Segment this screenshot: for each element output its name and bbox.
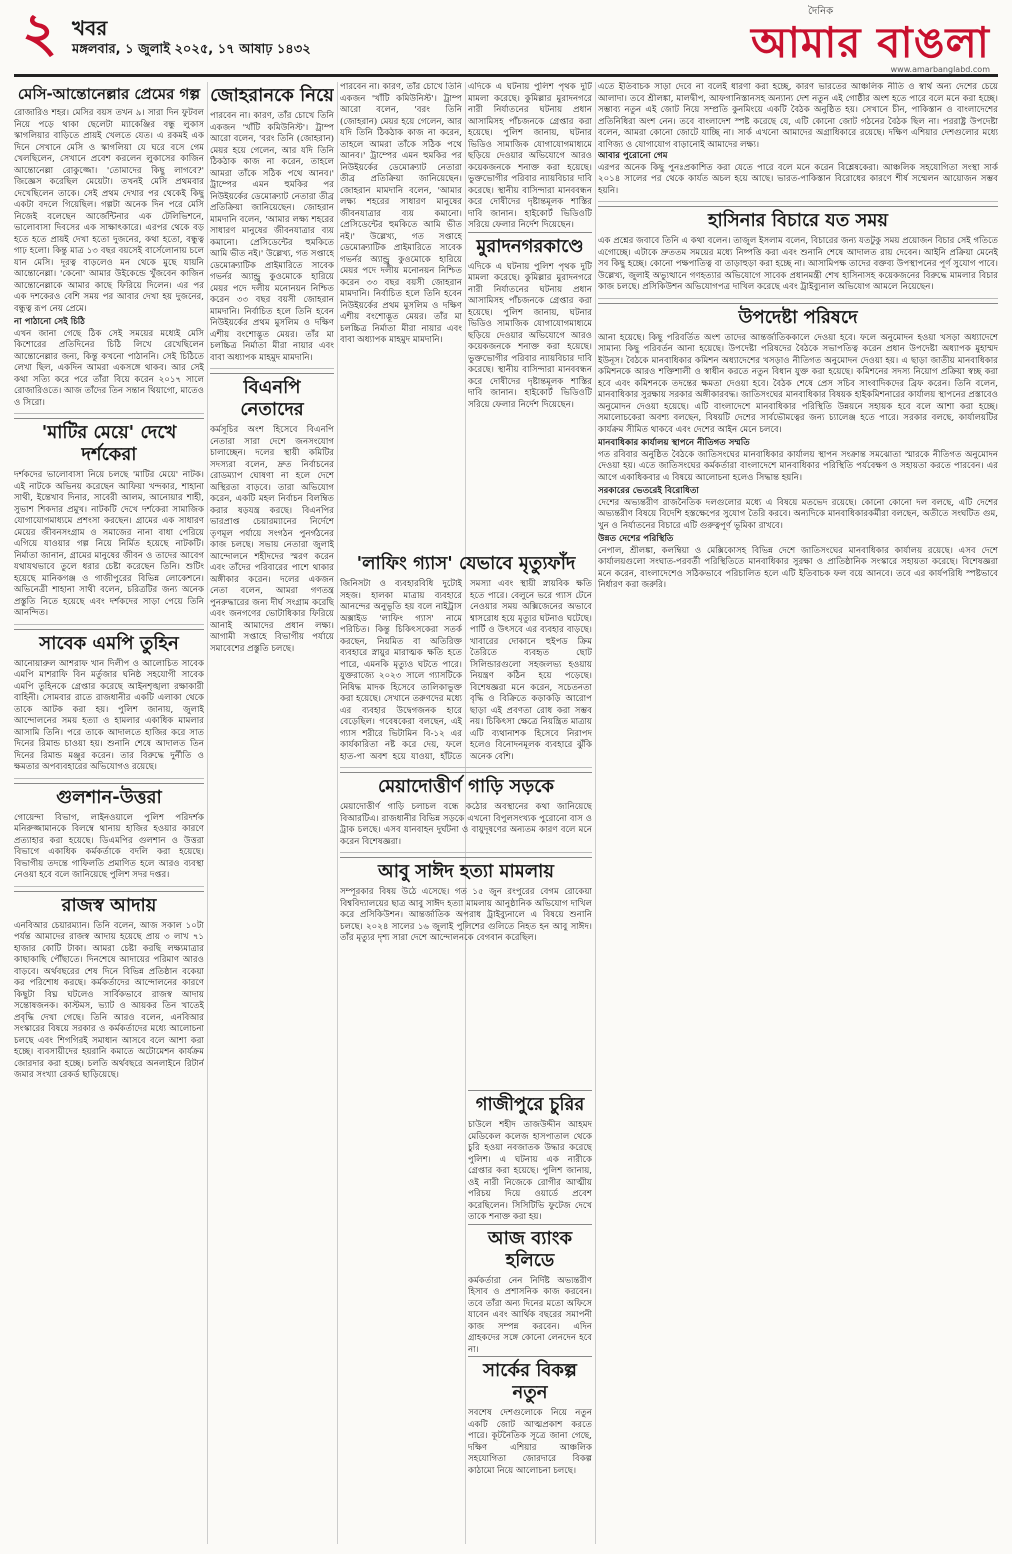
article-meyadottirno [340, 772, 592, 848]
brand-name: আমার বাঙলা [750, 18, 990, 67]
article-body: এদিকে এ ঘটনায় পুলিশ পৃথক দুটি মামলা করেছে। কুমিল্লার মুরাদনগরে নারী নির্যাতনের ঘটনায় প্রধান আসামিসহ পাঁচজনকে গ্রেপ্তার করা হয়েছে। পুলিশ জানায়, ঘটনার ভিডিও সামাজিক যোগাযোগমাধ্যমে ছড়িয়ে দেওয়ার অভিযোগে আরও কয়েকজনকে শনাক্ত করা হয়েছে। ভুক্তভোগীর পরিবার ন্যায়বিচার দাবি করেছে। স্থানীয় বাসিন্দারা মানববন্ধন করে দোষীদের দৃষ্টান্তমূলক শাস্তির দাবি জানান। হাইকোর্ট ভিডিওটি সরিয়ে ফেলার নির্দেশ দিয়েছেন। [468, 82, 592, 230]
dateline: মঙ্গলবার, ১ জুলাই ২০২৫, ১৭ আষাঢ় ১৪৩২ [72, 42, 311, 57]
article-body: আনোয়ারুল আশরাফ খান দিলীপ ও আলোচিত সাবেক এমপি মাশরাফি বিন মর্তুজার ঘনিষ্ঠ সহযোগী সাবেক এমপি তুহিনকে গ্রেপ্তার করেছে আইনশৃঙ্খলা রক্ষাকারী বাহিনী। সোমবার রাতে রাজধানীর একটি এলাকা থেকে তাকে আটক করা হয়। পুলিশ জানায়, জুলাই আন্দোলনের সময় হত্যা ও হামলার একাধিক মামলার আসামি তিনি। পরে তাকে আদালতে হাজির করে সাত দিনের রিমান্ড চাওয়া হয়। শুনানি শেষে আদালত তিন দিনের রিমান্ড মঞ্জুর করেন। তার বিরুদ্ধে দুর্নীতি ও ক্ষমতার অপব্যবহারের অভিযোগও রয়েছে। [14, 658, 204, 772]
column-3-top [340, 82, 462, 542]
article-body: চাউলে শহীদ তাজউদ্দীন আহমদ মেডিকেল কলেজ হাসপাতাল থেকে চুরি হওয়া নবজাতক উদ্ধার করেছে পুলিশ। এ ঘটনায় এক নারীকে গ্রেপ্তার করা হয়েছে। পুলিশ জানায়, ওই নারী নিজেকে রোগীর আত্মীয় পরিচয় দিয়ে ওয়ার্ডে প্রবেশ করেছিলেন। সিসিটিভি ফুটেজ দেখে তাকে শনাক্ত করা হয়। [468, 1120, 592, 1222]
headline-bnp[interactable]: বিএনপি নেতাদের [210, 373, 334, 425]
headline-bank-holiday[interactable]: আজ ব্যাংক হলিডে [468, 1224, 592, 1276]
article-body: সম্পূরকার বিষয় উঠে এসেছে। গত ১৫ জুন রংপুরের বেগম রোকেয়া বিশ্ববিদ্যালয়ের ছাত্র আবু সাঈদ হত্যা মামলায় আনুষ্ঠানিক অভিযোগ দাখিল করে প্রসিকিউশন। আন্তর্জাতিক অপরাধ ট্রাইব্যুনালে এ বিষয়ে শুনানি চলছে। ২০২৪ সালের ১৬ জুলাই পুলিশের গুলিতে নিহত হন আবু সাঈদ। তাঁর মৃত্যুর দৃশ্য সারা দেশে আন্দোলনকে বেগবান করেছিল। [340, 887, 592, 943]
article-body: রোজারিও শহর। মেসির বয়স তখন ৯। সারা দিন ফুটবল নিয়ে পড়ে থাকা ছেলেটা ম্যাকেঞ্জির বন্ধু লুকাস স্কাগলিয়ার বাড়িতে প্রায়ই খেলতে যেত। এ রকমই এক দিনে সেখানে মেসি ও স্কাগলিয়া যে ঘরে বসে গেম খেলছিলেন, সেখানে প্রবেশ করলেন লুকাসের কাজিন আন্তোনেল্লা রোকুজ্জো। 'তোমাদের কিছু লাগবে?' জিজ্ঞেস করেছিল মেয়েটা। তখনই মেসি প্রথমবার দেখেছিলেন তাকে। সেই প্রথম দেখার পর থেকেই কিছু একটা বদলে গিয়েছিল। গল্পটা অনেক দিন পরে মেসি নিজেই বলেছেন আর্জেন্টিনার এক টেলিভিশনে, ভালোবাসা দিবসের এক সাক্ষাৎকারে। এরপর থেকে বড় হতে হতে প্রায়ই দেখা হতো দুজনের, কথা হতো, বন্ধুত্ব গাঢ় হলো। কিন্তু মাত্র ১৩ বছর বয়সেই বার্সেলোনায় চলে যান মেসি। দূরত্ব বাড়লেও মন থেকে মুছে যায়নি আন্তোনেল্লা। 'কেনো' আমার উইকেন্ডে খুঁজবেন কাজিন আন্তোনেল্লাকে আমার কাছে ফিরিয়ে দিলেন। এর পর এক দশকেরও বেশি সময় পর আবার দেখা হয় দুজনের, বন্ধুত্ব রূপ নেয় প্রেমে। [14, 108, 204, 314]
masthead-rule [14, 74, 998, 77]
article-body: এক প্রশ্নের জবাবে তিনি এ কথা বলেন। তাজুল ইসলাম বলেন, বিচারের জন্য যতটুকু সময় প্রয়োজন বিচার সেই গতিতে এগোচ্ছে। এটাকে দ্রুততম সময়ের মধ্যে নিষ্পত্তি করা এবং শুনানি শেষে আদালত রায় দেবেন। আইনি প্রক্রিয়া মেনেই সব কিছু হচ্ছে। কোনো পক্ষপাতিত্ব বা তাড়াহুড়া করা হচ্ছে না। আসামিপক্ষ তাদের বক্তব্য উপস্থাপনের পূর্ণ সুযোগ পাবে। উল্লেখ্য, জুলাই অভ্যুত্থানে গণহত্যার অভিযোগে সাবেক প্রধানমন্ত্রী শেখ হাসিনাসহ কয়েকজনের বিরুদ্ধে মামলার বিচার কাজ চলছে। প্রসিকিউশন অভিযোগপত্র দাখিল করেছে এবং ট্রাইব্যুনাল অভিযোগ আমলে নিয়েছেন। [598, 236, 998, 292]
headline-upodeshta[interactable]: উপদেষ্টা পরিষদে [598, 303, 998, 333]
section-name: খবর [72, 16, 108, 40]
column-2 [210, 82, 334, 1544]
article-hasina [598, 206, 998, 294]
article-messi [14, 82, 204, 409]
headline-hasina[interactable]: হাসিনার বিচারে যত সময় [598, 206, 998, 236]
headline-abu-sayed[interactable]: আবু সাঈদ হত্যা মামলায় [340, 857, 592, 887]
headline-gazipur[interactable]: গাজীপুরে চুরির [468, 1090, 592, 1120]
headline-sarker[interactable]: সার্কের বিকল্প নতুন [468, 1356, 592, 1408]
subhead: না পাঠানো সেই চিঠি [14, 317, 85, 327]
article-body: এতে ইতিবাচক সাড়া দেবে না বলেই ধারণা করা হচ্ছে, কারণ ভারতের আঞ্চলিক নীতি ও স্বার্থ অন্য দেশের চেয়ে আলাদা। তবে শ্রীলঙ্কা, মালদ্বীপ, আফগানিস্তানসহ অন্যান্য দেশ নতুন এই গোষ্ঠীর অংশ হতে পারে বলে মনে করা হচ্ছে। সম্ভাব্য নতুন এই জোট নিয়ে সম্প্রতি কুনমিংয়ে একটি বৈঠক অনুষ্ঠিত হয়। সেখানে চীন, পাকিস্তান ও বাংলাদেশের প্রতিনিধিরা অংশ নেন। তবে বাংলাদেশ স্পষ্ট করেছে যে, এটি কোনো জোট গঠনের বৈঠক ছিল না। পররাষ্ট্র উপদেষ্টা বলেন, আমরা কোনো জোটে যাচ্ছি না। সার্ক এখনো আমাদের অগ্রাধিকারে রয়েছে। দক্ষিণ এশিয়ার দেশগুলোর মধ্যে বাণিজ্য ও যোগাযোগ বাড়ানোই আমাদের লক্ষ্য। [598, 82, 998, 150]
brand-tag: দৈনিক [808, 6, 834, 17]
column-5 [598, 82, 998, 1544]
article-bnp [210, 373, 334, 655]
headline-zohran[interactable]: জোহরানকে নিয়ে [210, 85, 334, 106]
article-rajoswo [14, 891, 204, 1082]
article-body: মেয়াদোত্তীর্ণ গাড়ি চলাচল বন্ধে কঠোর অবস্থানের কথা জানিয়েছে বিআরটিএ। রাজধানীর বিভিন্ন সড়কে এখনো বিপুলসংখ্যক পুরোনো বাস ও ট্রাক চলছে। এসব যানবাহন দুর্ঘটনা ও বায়ুদূষণের অন্যতম কারণ বলে মনে করেন বিশেষজ্ঞরা। [340, 802, 592, 847]
article-gulshan [14, 783, 204, 882]
headline-meyadottirno[interactable]: মেয়াদোত্তীর্ণ গাড়ি সড়কে [340, 772, 592, 802]
headline-gulshan[interactable]: গুলশান-উত্তরা [14, 783, 204, 813]
subhead: সরকারের ভেতরেই বিরোধিতা [598, 486, 699, 496]
headline-rajoswo[interactable]: রাজস্ব আদায় [14, 891, 204, 921]
article-body: সবশেষ দেশগুলোকে নিয়ে নতুন একটি জোট আত্মপ্রকাশ করতে পারে। কূটনৈতিক সূত্রে জানা গেছে, দক্ষিণ এশিয়ার আঞ্চলিক সহযোগিতা জোরদারে বিকল্প কাঠামো নিয়ে আলোচনা চলছে। [468, 1408, 592, 1476]
column-divider [207, 82, 208, 1544]
subhead: আবার পুরোনো গেম [598, 151, 668, 161]
article-matir-meye [14, 418, 204, 620]
article-upodeshta [598, 303, 998, 592]
article-laughing-gas [340, 550, 592, 763]
column-4-top [468, 82, 592, 542]
article-body: এখন জানা গেছে ঠিক সেই সময়ের মধ্যেই মেসি কিশোরের প্রতিদিনের চিঠি লিখে রেখেছিলেন আন্তোনেল্লার জন্য, কিন্তু কখনো পাঠাননি। সেই চিঠিতে লেখা ছিল, একদিন আমরা একসঙ্গে থাকব। আর সেই কথা সত্যি করে পরে তাঁরা বিয়ে করেন ২০১৭ সালে রোজারিওতে। আজ তাঁদের তিন সন্তান থিয়াগো, মাতেও ও সিরো। [14, 328, 204, 408]
headline-tuhin[interactable]: সাবেক এমপি তুহিন [14, 629, 204, 659]
brand-url[interactable]: www.amarbanglabd.com [890, 65, 990, 74]
subhead: উন্নত দেশের পরিস্থিতি [598, 534, 674, 544]
article-body: দেশের অভ্যন্তরীণ রাজনৈতিক দলগুলোর মধ্যে এ বিষয়ে মতভেদ রয়েছে। কোনো কোনো দল বলছে, এটি দেশের অভ্যন্তরীণ বিষয়ে বিদেশি হস্তক্ষেপের সুযোগ তৈরি করবে। অন্যদিকে মানবাধিকারকর্মীরা বলছেন, অতীতে সংঘটিত গুম, খুন ও নির্যাতনের বিচারে এটি গুরুত্বপূর্ণ ভূমিকা রাখবে। [598, 497, 998, 531]
headline-matir-meye[interactable]: 'মাটির মেয়ে' দেখে দর্শকেরা [14, 418, 204, 470]
article-body: গত রবিবার অনুষ্ঠিত বৈঠকে জাতিসংঘের মানবাধিকার কার্যালয় স্থাপন সংক্রান্ত সমঝোতা স্মারকে নীতিগত অনুমোদন দেওয়া হয়। এতে জাতিসংঘের কর্মকর্তারা বাংলাদেশে মানবাধিকার পরিস্থিতি পর্যবেক্ষণ ও সহায়তা করতে পারবেন। এর আগে একাধিকবার এ বিষয়ে আলোচনা হলেও সিদ্ধান্ত হয়নি। [598, 449, 998, 483]
column-divider [595, 82, 596, 1544]
article-body: এদিকে এ ঘটনায় পুলিশ পৃথক দুটি মামলা করেছে। কুমিল্লার মুরাদনগরে নারী নির্যাতনের ঘটনায় প্রধান আসামিসহ পাঁচজনকে গ্রেপ্তার করা হয়েছে। পুলিশ জানায়, ঘটনার ভিডিও সামাজিক যোগাযোগমাধ্যমে ছড়িয়ে দেওয়ার অভিযোগে আরও কয়েকজনকে শনাক্ত করা হয়েছে। ভুক্তভোগীর পরিবার ন্যায়বিচার দাবি করেছে। স্থানীয় বাসিন্দারা মানববন্ধন করে দোষীদের দৃষ্টান্তমূলক শাস্তির দাবি জানান। হাইকোর্ট ভিডিওটি সরিয়ে ফেলার নির্দেশ দিয়েছেন। [468, 261, 592, 410]
article-body: পারবেন না। কারণ, তাঁর চোখে তিনি একজন 'খাঁটি কমিউনিস্ট'। ট্রাম্প আরো বলেন, 'বরং তিনি (জোহরান) মেয়র হয়ে গেলেন, আর যদি তিনি ঠিকঠাক কাজ না করেন, তাহলে আমরা তাঁকে সঠিক পথে আনব।' ট্রাম্পের এমন হুমকির পর নিউইয়র্কের ডেমোক্র্যাট নেতারা তীব্র প্রতিক্রিয়া জানিয়েছেন। জোহরান মামদানি বলেন, 'আমার লক্ষ্য শহরের সাধারণ মানুষের জীবনযাত্রার ব্যয় কমানো। প্রেসিডেন্টের হুমকিতে আমি ভীত নই।' উল্লেখ্য, গত সপ্তাহে ডেমোক্র্যাটিক প্রাইমারিতে সাবেক গভর্নর অ্যান্ড্রু কুওমোকে হারিয়ে মেয়র পদে দলীয় মনোনয়ন নিশ্চিত করেন ৩৩ বছর বয়সী জোহরান মামদানি। নির্বাচিত হলে তিনি হবেন নিউইয়র্কের প্রথম মুসলিম ও দক্ষিণ এশীয় বংশোদ্ভূত মেয়র। তাঁর মা চলচ্চিত্র নির্মাতা মীরা নায়ার এবং বাবা অধ্যাপক মাহমুদ মামদানি। [210, 111, 334, 363]
column-1 [14, 82, 204, 1544]
headline-laughing-gas[interactable]: 'লাফিং গ্যাস' যেভাবে মৃত্যুফাঁদ [356, 553, 576, 574]
article-body: কর্মকর্তারা নেন নির্দিষ্ট অভ্যন্তরীণ হিসাব ও প্রশাসনিক কাজ করবেন। তবে তাঁরা অন্য দিনের মতো অফিসে যাবেন এবং আর্থিক বছরের সমাপনী কাজ সম্পন্ন করবেন। এদিন গ্রাহকদের সঙ্গে কোনো লেনদেন হবে না। [468, 1275, 592, 1355]
article-body: এরপর অনেক কিছু পুনঃপ্রকাশিত করা যেতে পারে বলে মনে করেন বিশ্লেষকেরা। আঞ্চলিক সহযোগিতা সংস্থা সার্ক ২০১৪ সালের পর থেকে কার্যত অচল হয়ে আছে। ভারত-পাকিস্তান বিরোধের কারণে শীর্ষ সম্মেলন আয়োজন সম্ভব হয়নি। [598, 162, 998, 196]
headline-messi[interactable]: মেসি-আন্তোনেল্লার প্রেমের গল্প [17, 85, 201, 103]
article-body: দর্শকদের ভালোবাসা নিয়ে চলছে 'মাটির মেয়ে' নাটক। এই নাটকে অভিনয় করেছেন আফিয়া খন্দকার, শাহানা সাথী, ইন্তেখাব দিনার, সাবেরী আলম, আনোয়ার শাহী, সুভাশ শিকদার প্রমুখ। নাটকটি দেখে দর্শকেরা সামাজিক যোগাযোগমাধ্যমে প্রশংসা করছেন। গ্রামের এক সাধারণ মেয়ের জীবনসংগ্রাম ও সমাজের নানা বাধা পেরিয়ে এগিয়ে যাওয়ার গল্প নিয়ে নির্মিত হয়েছে নাটকটি। নির্মাতা জানান, গ্রামের মানুষের জীবন ও তাদের আবেগ যথাযথভাবে তুলে ধরার চেষ্টা করেছেন তিনি। শুটিং হয়েছে মানিকগঞ্জ ও গাজীপুরের বিভিন্ন লোকেশনে। অভিনেত্রী শাহানা সাথী বলেন, চরিত্রটির জন্য অনেক প্রস্তুতি নিতে হয়েছে এবং দর্শকদের সাড়া পেয়ে তিনি আনন্দিত। [14, 470, 204, 618]
masthead [0, 0, 1012, 76]
article-body: কর্মসূচির অংশ হিসেবে বিএনপি নেতারা সারা দেশে জনসংযোগ চালাচ্ছেন। দলের স্থায়ী কমিটির সদস্যরা বলেন, দ্রুত নির্বাচনের রোডম্যাপ ঘোষণা না হলে দেশে অস্থিরতা বাড়বে। তারা অভিযোগ করেন, একটি মহল নির্বাচন বিলম্বিত করার ষড়যন্ত্র করছে। বিএনপির ভারপ্রাপ্ত চেয়ারম্যানের নির্দেশে তৃণমূল পর্যায়ে সংগঠন পুনর্গঠনের কাজ চলছে। সভায় নেতারা জুলাই আন্দোলনে শহীদদের স্মরণ করেন এবং তাঁদের পরিবারের পাশে থাকার অঙ্গীকার করেন। দলের একজন নেতা বলেন, আমরা গণতন্ত্র পুনরুদ্ধারের জন্য দীর্ঘ সংগ্রাম করেছি এবং জনগণের ভোটাধিকার ফিরিয়ে আনাই আমাদের প্রধান লক্ষ্য। আগামী সপ্তাহে বিভাগীয় পর্যায়ে সমাবেশের প্রস্তুতি চলছে। [210, 425, 334, 654]
column-divider [337, 82, 338, 1544]
headline-muradnagar[interactable]: মুরাদনগরকাণ্ডে [468, 232, 592, 262]
article-body: আনা হয়েছে। কিছু পরিবর্তিত অংশ তাদের আন্তর্জাতিককালে দেওয়া হবে। ফলে অনুমোদন হওয়া খসড়া অধ্যাদেশে সামান্য কিছু পরিবর্তন আনা হয়েছে। উপদেষ্টা পরিষদের বৈঠকে সভাপতিত্ব করেন প্রধান উপদেষ্টা অধ্যাপক মুহাম্মদ ইউনূস। বৈঠকে মানবাধিকার কমিশন অধ্যাদেশের খসড়াও নীতিগত অনুমোদন দেওয়া হয়। এ ছাড়া জাতীয় মানবাধিকার কমিশনকে আরও শক্তিশালী ও স্বাধীন করতে নতুন বিধান যুক্ত করা হয়েছে। কমিশনের সদস্য নিয়োগ প্রক্রিয়া স্বচ্ছ করা হবে এবং কমিশনকে তদন্তের ক্ষমতা দেওয়া হবে। বৈঠক শেষে প্রেস সচিব সাংবাদিকদের ব্রিফ করেন। তিনি বলেন, মানবাধিকার সুরক্ষায় সরকার অঙ্গীকারবদ্ধ। জাতিসংঘের মানবাধিকার বিষয়ক হাইকমিশনারের কার্যালয় স্থাপনের প্রস্তাবেও অনুমোদন দেওয়া হয়েছে। এটি বাংলাদেশে মানবাধিকার পরিস্থিতি উন্নয়নে সহায়ক হবে বলে আশা করা হচ্ছে। সমালোচকেরা অবশ্য বলছেন, বিষয়টি দেশের সার্বভৌমত্বের জন্য চ্যালেঞ্জ হতে পারে। সরকার বলছে, কার্যালয়টির কার্যক্রম সীমিত থাকবে এবং দেশের আইন মেনে চলবে। [598, 332, 998, 435]
subhead: মানবাধিকার কার্যালয় স্থাপনে নীতিগত সম্মতি [598, 438, 750, 448]
article-body: গোয়েন্দা বিভাগ, লাইনওয়ালে পুলিশ পরিদর্শক মনিরুজ্জামানকে বিলম্বে থানায় হাজির হওয়ার কারণে প্রত্যাহার করা হয়েছে। ডিএমপির গুলশান ও উত্তরা বিভাগে একাধিক কর্মকর্তাকে বদলি করা হয়েছে। বিভাগীয় তদন্তে গাফিলতি প্রমাণিত হলে আরও ব্যবস্থা নেওয়া হবে বলে জানিয়েছে পুলিশ সদর দপ্তর। [14, 812, 204, 880]
brand-logo [690, 4, 990, 74]
article-body: এনবিআর চেয়ারম্যান। তিনি বলেন, আজ সকাল ১০টা পর্যন্ত আমাদের রাজস্ব আদায় হয়েছে প্রায় ৩ লাখ ৭১ হাজার কোটি টাকা। আমরা চেষ্টা করছি লক্ষ্যমাত্রার কাছাকাছি পৌঁছাতে। দিনশেষে আদায়ের পরিমাণ আরও বাড়বে। অর্থবছরের শেষ দিনে বিভিন্ন প্রতিষ্ঠান বকেয়া কর পরিশোধ করছে। কর্মকর্তাদের আন্দোলনের কারণে কিছুটা বিঘ্ন ঘটলেও সার্বিকভাবে রাজস্ব আদায় সন্তোষজনক। কাস্টমস, ভ্যাট ও আয়কর তিন খাতেই প্রবৃদ্ধি দেখা গেছে। তিনি আরও বলেন, এনবিআর সংস্কারের বিষয়ে সরকার ও কর্মকর্তাদের মধ্যে আলোচনা চলছে এবং শিগগিরই সমাধান আসবে বলে আশা করা হচ্ছে। ব্যবসায়ীদের হয়রানি কমাতে অটোমেশন কার্যক্রম জোরদার করা হচ্ছে। চলতি অর্থবছরে অনলাইনে রিটার্ন জমার সংখ্যা রেকর্ড ছাড়িয়েছে। [14, 920, 204, 1080]
column-4-bottom [468, 1090, 592, 1544]
page-number: ২ [22, 1, 58, 64]
article-zohran [210, 82, 334, 364]
article-body: জিনিসটা ও ব্যবহারবিধি দুটোই সহজ। হালকা মাত্রায় ব্যবহারে আনন্দের অনুভূতি হয় বলে নাইট্রাস অক্সাইড 'লাফিং গ্যাস' নামে পরিচিত। কিন্তু চিকিৎসকেরা সতর্ক করছেন, নিয়মিত বা অতিরিক্ত ব্যবহারে স্নায়ুর মারাত্মক ক্ষতি হতে পারে, এমনকি মৃত্যুও ঘটতে পারে। যুক্তরাজ্যে ২০২৩ সালে গ্যাসটিকে নিষিদ্ধ মাদক হিসেবে তালিকাভুক্ত করা হয়েছে। সেখানে তরুণদের মধ্যে এর ব্যবহার উদ্বেগজনক হারে বেড়েছিল। গবেষকেরা বলছেন, এই গ্যাস শরীরে ভিটামিন বি-১২ এর কার্যকারিতা নষ্ট করে দেয়, ফলে হাত-পা অবশ হয়ে যাওয়া, হাঁটতে সমস্যা এবং স্থায়ী স্নায়বিক ক্ষতি হতে পারে। বেলুনে ভরে গ্যাস টেনে নেওয়ার সময় অক্সিজেনের অভাবে শ্বাসরোধ হয়ে মৃত্যুর ঘটনাও ঘটেছে। পার্টি ও উৎসবে এর ব্যবহার বাড়ছে। খাবারের দোকানে হুইপড ক্রিম তৈরিতে ব্যবহৃত ছোট সিলিন্ডারগুলো সহজলভ্য হওয়ায় নিয়ন্ত্রণ কঠিন হয়ে পড়েছে। বিশেষজ্ঞরা মনে করেন, সচেতনতা বৃদ্ধি ও বিক্রিতে কড়াকড়ি আরোপ ছাড়া এই প্রবণতা রোধ করা সম্ভব নয়। চিকিৎসা ক্ষেত্রে নিয়ন্ত্রিত মাত্রায় এটি ব্যথানাশক হিসেবে নিরাপদ হলেও বিনোদনমূলক ব্যবহারে ঝুঁকি অনেক বেশি। [340, 579, 592, 762]
article-body: নেপাল, শ্রীলঙ্কা, কলম্বিয়া ও মেক্সিকোসহ বিভিন্ন দেশে জাতিসংঘের মানবাধিকার কার্যালয় রয়েছে। এসব দেশে কার্যালয়গুলো সংঘাত-পরবর্তী পরিস্থিতিতে মানবাধিকার সুরক্ষা ও প্রাতিষ্ঠানিক সংস্কারে সহায়তা করেছে। বিশেষজ্ঞরা মনে করেন, বাংলাদেশেও সঠিকভাবে পরিচালিত হলে এটি ইতিবাচক ফল বয়ে আনবে। তবে এর কার্যপরিধি স্পষ্টভাবে নির্ধারণ করা জরুরি। [598, 545, 998, 590]
article-abu-sayed [340, 857, 592, 945]
article-tuhin [14, 629, 204, 774]
article-body: পারবেন না। কারণ, তাঁর চোখে তিনি একজন 'খাঁটি কমিউনিস্ট'। ট্রাম্প আরো বলেন, 'বরং তিনি (জোহরান) মেয়র হয়ে গেলেন, আর যদি তিনি ঠিকঠাক কাজ না করেন, তাহলে আমরা তাঁকে সঠিক পথে আনব।' ট্রাম্পের এমন হুমকির পর নিউইয়র্কের ডেমোক্র্যাট নেতারা তীব্র প্রতিক্রিয়া জানিয়েছেন। জোহরান মামদানি বলেন, 'আমার লক্ষ্য শহরের সাধারণ মানুষের জীবনযাত্রার ব্যয় কমানো। প্রেসিডেন্টের হুমকিতে আমি ভীত নই।' উল্লেখ্য, গত সপ্তাহে ডেমোক্র্যাটিক প্রাইমারিতে সাবেক গভর্নর অ্যান্ড্রু কুওমোকে হারিয়ে মেয়র পদে দলীয় মনোনয়ন নিশ্চিত করেন ৩৩ বছর বয়সী জোহরান মামদানি। নির্বাচিত হলে তিনি হবেন নিউইয়র্কের প্রথম মুসলিম ও দক্ষিণ এশীয় বংশোদ্ভূত মেয়র। তাঁর মা চলচ্চিত্র নির্মাতা মীরা নায়ার এবং বাবা অধ্যাপক মাহমুদ মামদানি। [340, 82, 462, 345]
